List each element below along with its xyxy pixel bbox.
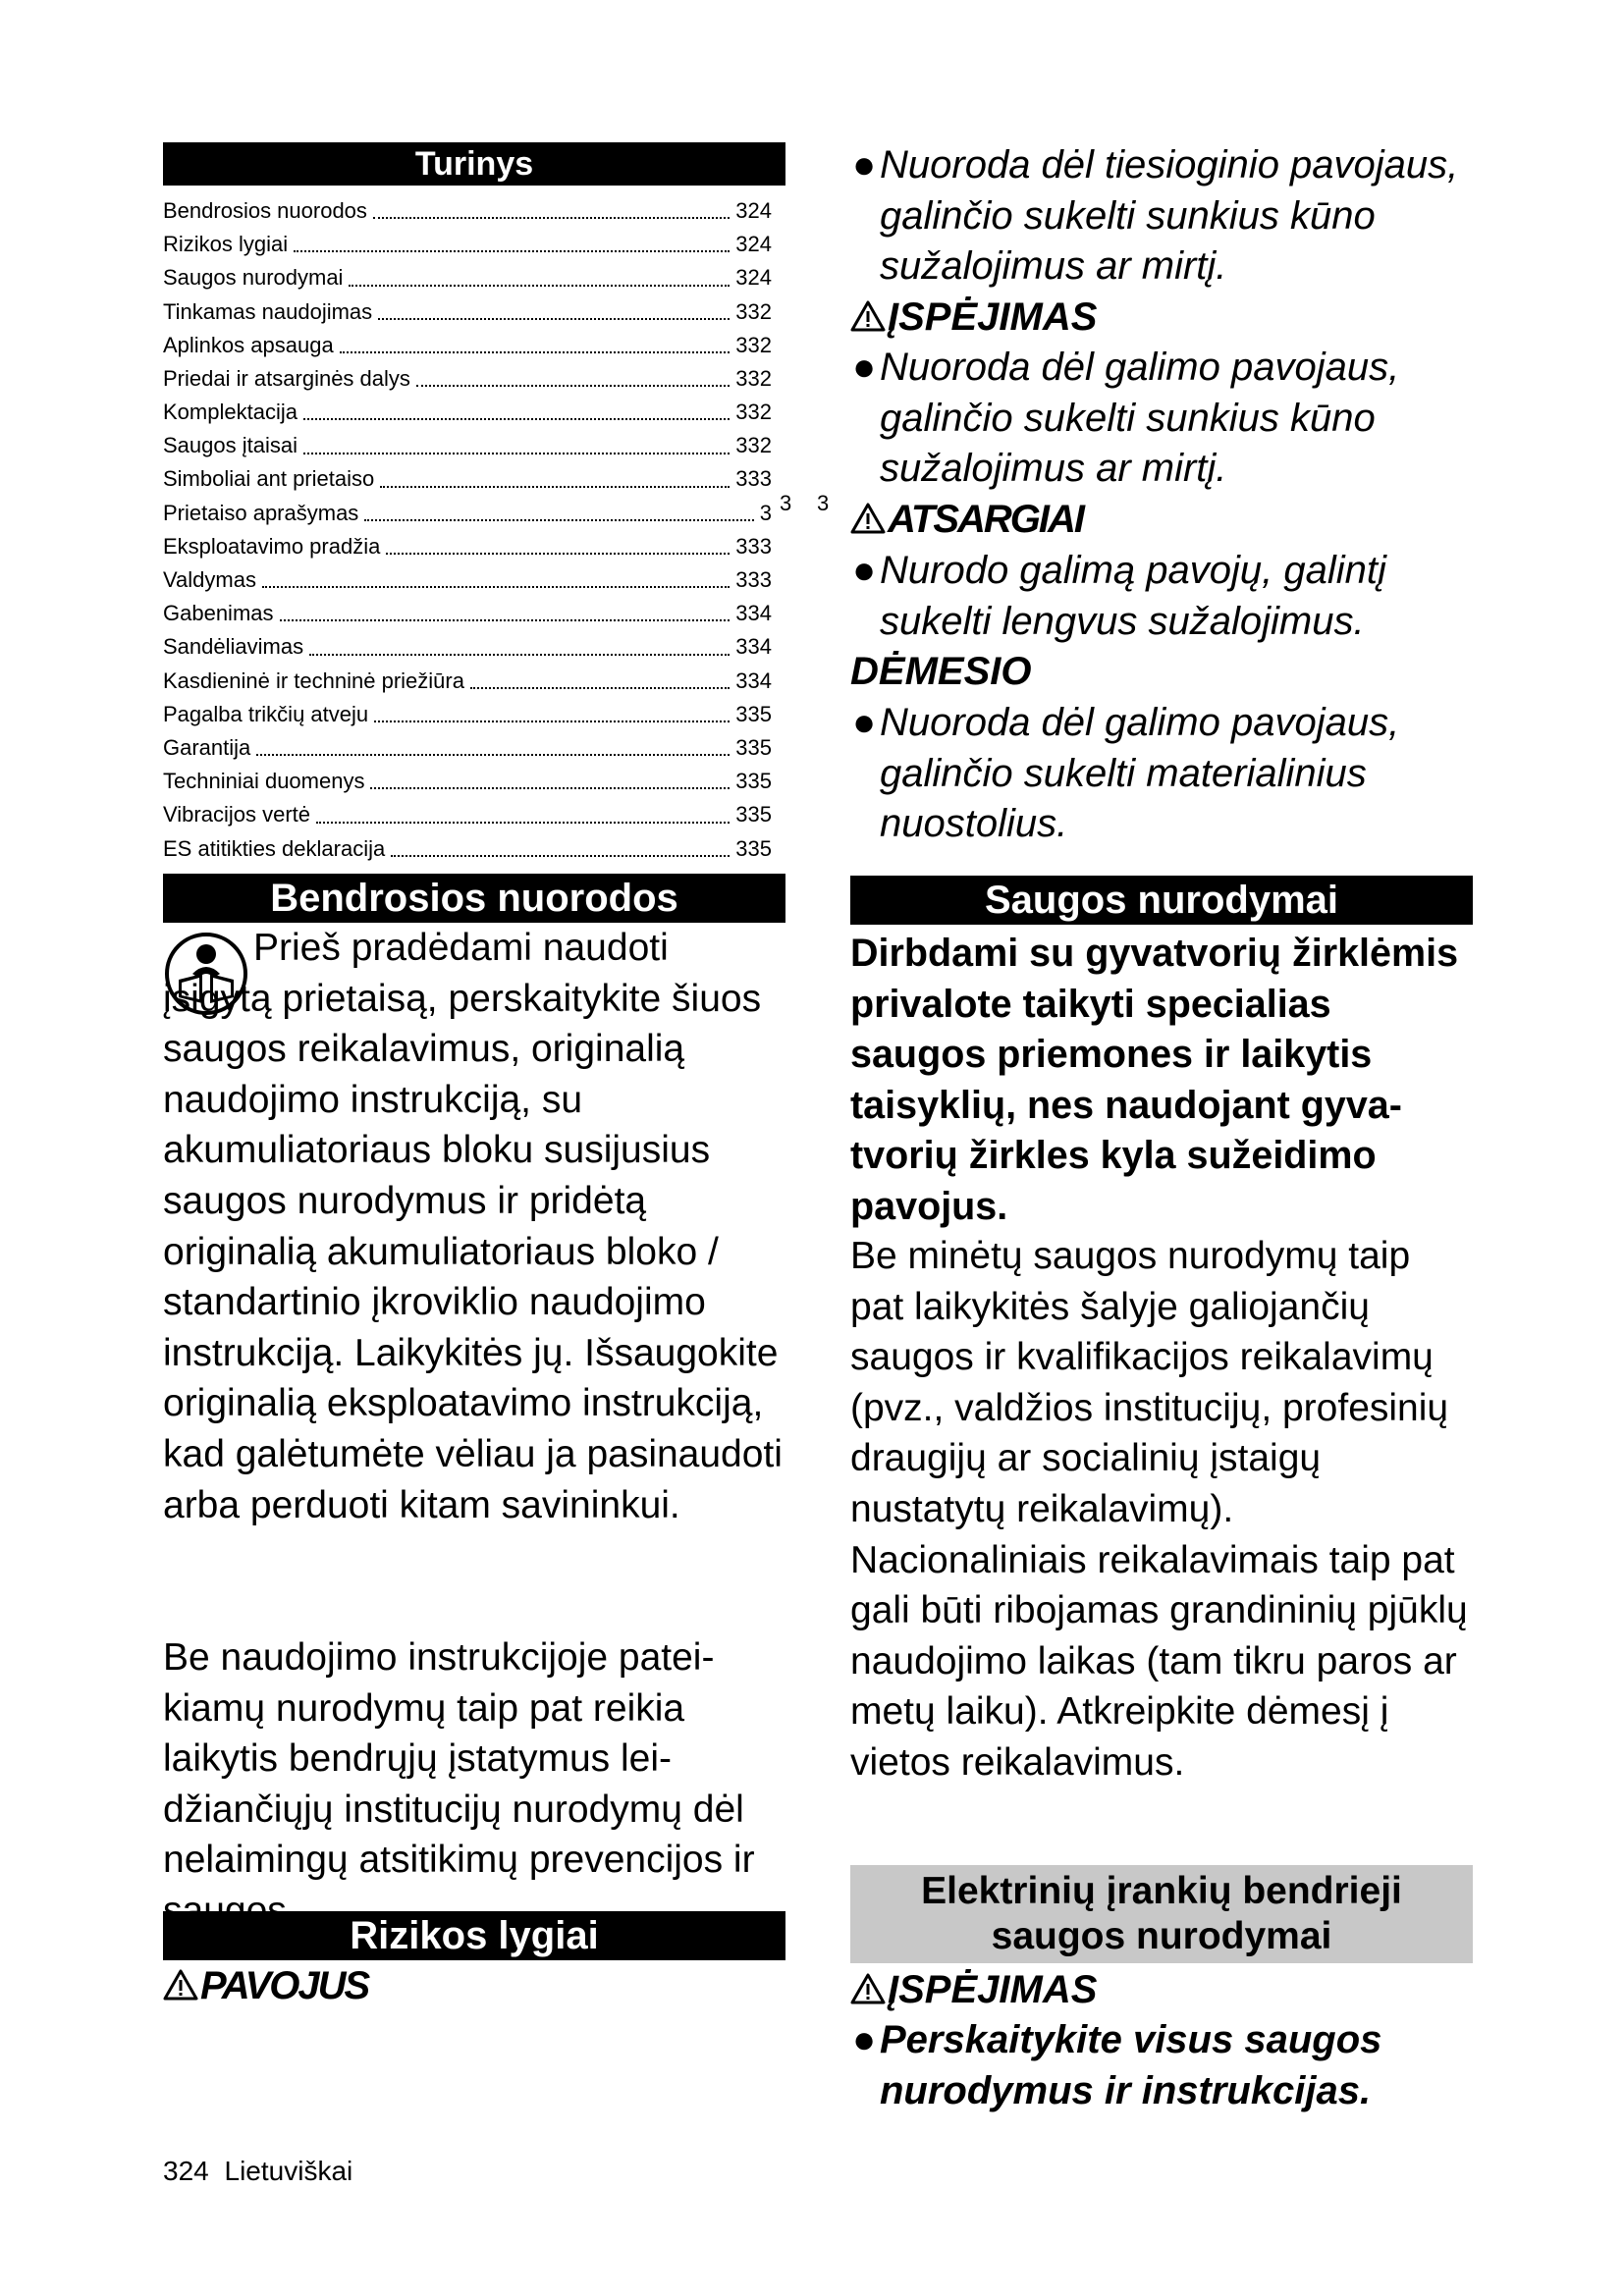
atsargiai-label: ATSARGIAI bbox=[888, 498, 1084, 541]
toc-row bbox=[163, 798, 772, 831]
toc-entry-title: Aplinkos apsauga bbox=[163, 332, 334, 357]
toc-row bbox=[163, 362, 772, 396]
bullet-text-demesio: Nuoroda dėl galimo pavojaus, galinčio sukelti materialinius nuostolius. bbox=[880, 701, 1400, 846]
toc-leader-dots bbox=[303, 417, 730, 420]
toc-leader-dots bbox=[380, 485, 730, 488]
toc-entry-page: 333 bbox=[735, 567, 772, 593]
general-notes-text-1: Prieš pradėdami naudoti įsigytą prietaisą, perskaitykite šiuos saugos reikalavimus, originalią naudojimo instrukciją, su akumuliatoriaus bloku susijusius saugos nurodymus ir pridėtą originalią akumuliatoriaus bloko / standartinio įkroviklio naudojimo instrukciją. Laikykitės jų. Išsaugokite originalią eksploatavimo instrukciją, kad galėtumėte vėliau ja pasinaudoti arba perduoti kitam savininkui. bbox=[163, 927, 783, 1526]
warning-triangle-icon bbox=[163, 1969, 198, 2001]
signal-word-ispejimas-2 bbox=[850, 1965, 1097, 2014]
toc-row bbox=[163, 630, 772, 664]
toc-leader-dots bbox=[416, 384, 730, 387]
section-heading-bendrosios-nuorodos: Bendrosios nuorodos bbox=[163, 874, 785, 923]
toc-row bbox=[163, 463, 772, 497]
toc-leader-dots bbox=[364, 518, 753, 521]
bullet-text-read-instructions: Perskaitykite visus saugos nurodymus ir instrukcijas. bbox=[880, 2018, 1382, 2112]
toc-leader-dots bbox=[391, 854, 730, 857]
ispejimas-label: ĮSPĖJIMAS bbox=[888, 295, 1098, 339]
toc-entry-page: 324 bbox=[735, 232, 772, 257]
toc-stray-digit: 3 bbox=[817, 491, 830, 515]
toc-entry-title: Komplektacija bbox=[163, 400, 298, 425]
toc-leader-dots bbox=[378, 317, 730, 320]
toc-row bbox=[163, 261, 772, 294]
toc-entry-page: 332 bbox=[735, 332, 772, 357]
toc-row bbox=[163, 731, 772, 765]
toc-leader-dots bbox=[303, 452, 730, 454]
toc-leader-dots bbox=[374, 720, 730, 722]
toc-entry-title: Pagalba trikčių atveju bbox=[163, 701, 369, 726]
toc-entry-title: ES atitikties deklaracija bbox=[163, 835, 386, 861]
bullet-item bbox=[850, 2015, 1473, 2116]
toc-entry-page: 332 bbox=[735, 298, 772, 324]
toc-leader-dots bbox=[280, 618, 731, 621]
toc-leader-dots bbox=[470, 686, 730, 689]
toc-leader-dots bbox=[349, 284, 730, 287]
toc-entry-page: 324 bbox=[735, 265, 772, 291]
toc-entry-page: 334 bbox=[735, 601, 772, 626]
toc-entry-page: 335 bbox=[735, 835, 772, 861]
toc-entry-title: Garantija bbox=[163, 734, 251, 760]
bullet-item bbox=[850, 698, 1473, 850]
section-heading-line-2: saugos nurodymai bbox=[991, 1915, 1332, 1957]
toc-leader-dots bbox=[386, 552, 730, 555]
warning-triangle-icon bbox=[850, 1973, 886, 2004]
toc-entry-page: 334 bbox=[735, 667, 772, 693]
bullet-dot: ● bbox=[852, 143, 877, 187]
bullet-item bbox=[850, 343, 1473, 495]
toc-entry-title: Techniniai duomenys bbox=[163, 769, 365, 794]
toc-entry-title: Tinkamas naudojimas bbox=[163, 298, 373, 324]
toc-entry-page: 335 bbox=[735, 769, 772, 794]
toc-row bbox=[163, 429, 772, 462]
bullet-item bbox=[850, 546, 1473, 647]
toc-entry-title: Priedai ir atsarginės dalys bbox=[163, 365, 410, 391]
toc-row bbox=[163, 228, 772, 261]
toc-entry-title: Valdymas bbox=[163, 567, 256, 593]
toc-row bbox=[163, 597, 772, 630]
toc-row bbox=[163, 530, 772, 563]
toc-row bbox=[163, 563, 772, 597]
toc-leader-dots bbox=[370, 786, 730, 789]
toc-row bbox=[163, 194, 772, 228]
toc-entry-page: 334 bbox=[735, 634, 772, 660]
page-footer bbox=[163, 2156, 352, 2187]
toc-leader-dots bbox=[262, 585, 730, 588]
toc-entry-page: 324 bbox=[735, 197, 772, 223]
bullet-dot: ● bbox=[852, 701, 877, 744]
warning-triangle-icon bbox=[850, 300, 886, 332]
toc-entry-page: 333 bbox=[735, 533, 772, 559]
toc-leader-dots bbox=[316, 821, 730, 824]
bullet-dot: ● bbox=[852, 549, 877, 592]
signal-word-ispejimas bbox=[850, 293, 1097, 342]
bullet-text-ispejimas: Nuoroda dėl galimo pavojaus, galinčio sukelti sunkius kūno sužalojimus ar mirtį. bbox=[880, 346, 1400, 491]
toc-entry-title: Rizikos lygiai bbox=[163, 232, 289, 257]
section-heading-elektriniu-irankiu bbox=[850, 1865, 1473, 1963]
toc-row bbox=[163, 665, 772, 698]
bullet-item bbox=[850, 140, 1473, 293]
toc-entry-title: Saugos įtaisai bbox=[163, 433, 298, 458]
toc-entry-title: Bendrosios nuorodos bbox=[163, 197, 367, 223]
section-heading-saugos-nurodymai: Saugos nurodymai bbox=[850, 876, 1473, 925]
signal-word-atsargiai bbox=[850, 495, 1083, 544]
warning-triangle-icon bbox=[850, 503, 886, 534]
section-heading-rizikos-lygiai: Rizikos lygiai bbox=[163, 1911, 785, 1960]
toc-leader-dots bbox=[294, 249, 730, 252]
page-number: 324 bbox=[163, 2156, 209, 2186]
toc-row bbox=[163, 832, 772, 866]
toc-entry-page: 332 bbox=[735, 365, 772, 391]
toc-row bbox=[163, 329, 772, 362]
ispejimas2-label: ĮSPĖJIMAS bbox=[888, 1968, 1098, 2011]
toc-entry-page: 332 bbox=[735, 400, 772, 425]
toc-entry-title: Sandėliavimas bbox=[163, 634, 304, 660]
toc-entry-page: 332 bbox=[735, 433, 772, 458]
safety-notes-bold-text: Dirbdami su gyvatvorių žirklėmis privalote taikyti specialias saugos priemones ir laikytis taisyklių, nes naudojant gyvatvorių žirkles kyla sužeidimo pavojus. bbox=[850, 932, 1459, 1228]
bullet-dot: ● bbox=[852, 346, 877, 389]
toc-leader-dots bbox=[309, 653, 730, 656]
footer-language: Lietuviškai bbox=[224, 2156, 353, 2186]
toc-entry-page: 333 bbox=[735, 466, 772, 492]
toc-leader-dots bbox=[256, 753, 730, 756]
toc-entry-title: Prietaiso aprašymas bbox=[163, 500, 359, 525]
signal-word-demesio bbox=[850, 647, 1031, 696]
toc-entry-title: Simboliai ant prietaiso bbox=[163, 466, 375, 492]
toc-entry-title: Kasdieninė ir techninė priežiūra bbox=[163, 667, 464, 693]
toc-row bbox=[163, 295, 772, 329]
toc-leader-dots bbox=[340, 350, 731, 353]
toc-row bbox=[163, 497, 772, 530]
section-heading-line-1: Elektrinių įrankių bendrieji bbox=[921, 1870, 1402, 1912]
general-notes-text-2: Be naudojimo instrukcijoje pateikiamų nurodymų taip pat reikia laikytis bendrųjų įstatymus leidžiančiųjų institucijų nurodymų dėl nelaimingų atsitikimų prevencijos ir bbox=[163, 1636, 755, 1882]
safety-notes-text: Be minėtų saugos nurodymų taip pat laikykitės šalyje galiojančių saugos ir kvalifikacijos reikalavimų (pvz., valdžios institucijų, profesinių draugijų ar socialinių įstaigų nustatytų reikalavimų). Nacionaliniais reikalavimais taip pat gali būti ribojamas grandininių pjūklų naudojimo laikas (tam tikru paros ar metų laiku). Atkreipkite dėmesį į vietos reikalavimus. bbox=[850, 1235, 1468, 1784]
toc-heading: Turinys bbox=[163, 142, 785, 186]
pavojus-label: PAVOJUS bbox=[200, 1964, 369, 2007]
bullet-text-atsargiai: Nurodo galimą pavojų, galintį sukelti lengvus sužalojimus. bbox=[880, 549, 1386, 643]
toc-row bbox=[163, 698, 772, 731]
toc-entry-page: 335 bbox=[735, 701, 772, 726]
toc-entry-page: 3 bbox=[759, 500, 772, 525]
bullet-text-pavojus: Nuoroda dėl tiesioginio pavojaus, galinčio sukelti sunkius kūno sužalojimus ar mirtį. bbox=[880, 143, 1459, 289]
toc-entry-title: Vibracijos vertė bbox=[163, 802, 310, 828]
toc-entry-page: 335 bbox=[735, 802, 772, 828]
table-of-contents bbox=[163, 194, 772, 866]
signal-word-pavojus bbox=[163, 1961, 368, 2010]
toc-entry-title: Saugos nurodymai bbox=[163, 265, 344, 291]
toc-row bbox=[163, 765, 772, 798]
demesio-label: DĖMESIO bbox=[850, 650, 1032, 693]
toc-stray-digit: 3 bbox=[780, 491, 792, 515]
toc-row bbox=[163, 396, 772, 429]
toc-leader-dots bbox=[373, 216, 730, 219]
toc-entry-title: Gabenimas bbox=[163, 601, 274, 626]
toc-entry-title: Eksploatavimo pradžia bbox=[163, 533, 381, 559]
toc-entry-page: 335 bbox=[735, 734, 772, 760]
bullet-dot: ● bbox=[852, 2018, 877, 2061]
